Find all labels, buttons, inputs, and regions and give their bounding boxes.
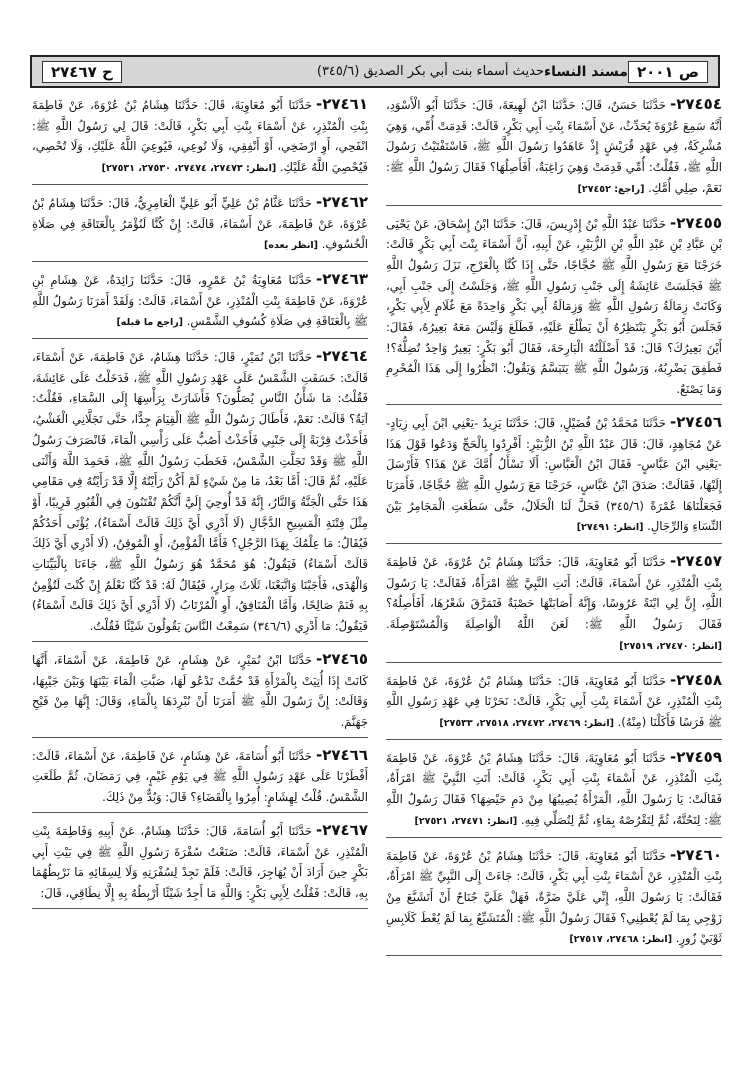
page-number: ص ٢٠٠١ (628, 61, 708, 83)
hadith-number: ٢٧٤٦٤- (315, 347, 368, 366)
hadith-range: ح ٢٧٤٦٧ (42, 61, 122, 83)
hadith-text: حَدَّثَنَا أَبُو أُسَامَةَ، عَنْ هِشَامٍ، عَنْ فَاطِمَةَ، عَنْ أَسْمَاءَ، قَالَتْ: أَفْطَرْنَا عَلَى عَهْدِ رَسُولِ اللَّهِ ﷺ فِي يَوْمِ غَيْمٍ، فِي رَمَضَانَ، ثُمَّ طَلَعَتِ الشَّمْسُ. قُلْتُ لِهِشَامٍ: أُمِرُوا بِالْقَضَاءِ؟ قَالَ: وَبُدٌّ مِنْ ذَلِكَ. (32, 748, 368, 805)
hadith-number: ٢٧٤٥٩- (669, 747, 722, 766)
hadith-number: ٢٧٤٦١- (315, 95, 368, 113)
hadith-number: ٢٧٤٦٢- (315, 192, 368, 211)
hadith-text: حَدَّثَنَا ابْنُ نُمَيْرٍ، عَنْ هِشَامٍ، عَنْ فَاطِمَةَ، عَنْ أَسْمَاءَ، أَنَّهَا كَانَتْ إِذَا أُتِيَتْ بِالْمَرْأَةِ قَدْ حُمَّتْ تَدْعُو لَهَا، صَبَّتِ الْمَاءَ بَيْنَهَا وَبَيْنَ جَيْبِهَا، وَقَالَتْ: إِنَّ رَسُولَ اللَّهِ ﷺ أَمَرَنَا أَنْ نُبْرِدَهَا بِالْمَاءِ، وَقَالَ: إِنَّهَا مِنْ فَيْحِ جَهَنَّمَ. (32, 652, 368, 729)
hadith-entry (32, 820, 368, 909)
hadith-entry (32, 745, 368, 813)
hadith-number: ٢٧٤٥٦- (669, 412, 722, 431)
book-title: مسند النساء (543, 63, 628, 80)
hadith-text: حَدَّثَنَا مُحَمَّدُ بْنُ فُضَيْلٍ، قَالَ: حَدَّثَنَا يَزِيدُ -يَعْنِي ابْنَ أَبِي زِيَادٍ- عَنْ مُجَاهِدٍ، قَالَ: قَالَ عَبْدُ اللَّهِ بْنُ الزُّبَيْرِ: أَفْرِدُوا بِالْحَجِّ وَدَعُوا قَوْلَ هَذَا -يَعْنِي ابْنَ عَبَّاسٍ- فَقَالَ ابْنُ الْعَبَّاسِ: أَلَا تَسْأَلُ أُمَّكَ عَنْ هَذَا؟ فَأَرْسَلَ إِلَيْهَا، فَقَالَتْ: صَدَقَ ابْنُ عَبَّاسٍ، خَرَجْنَا مَعَ رَسُولِ اللَّهِ ﷺ حُجَّاجًا، فَأَمَرَنَا فَجَعَلْنَاهَا عُمْرَةً (٣٤٥/٦) فَحَلَّ لَنَا الْحَلَالُ، حَتَّى سَطَعَتِ الْمَجَامِرُ بَيْنَ النِّسَاءِ وَالرِّجَالِ. (386, 415, 722, 534)
hadith-number: ٢٧٤٦٧- (315, 820, 368, 839)
hadith-reference: [انظر: ٢٧٤٧٠، ٢٧٥١٩] (619, 640, 722, 652)
hadith-text: حَدَّثَنَا أَبُو مُعَاوِيَةَ، قَالَ: حَدَّثَنَا هِشَامُ بْنُ عُرْوَةَ، عَنْ فَاطِمَةَ بِنْتِ الْمُنْذِرِ، عَنْ أَسْمَاءَ بِنْتِ أَبِي بَكْرٍ، قَالَتْ: نَحَرْنَا فِي عَهْدِ رَسُولِ اللَّهِ ﷺ فَرَسًا فَأَكَلْنَا (مِنْهُ). (386, 673, 722, 729)
hadith-text: حَدَّثَنَا أَبُو مُعَاوِيَةَ، قَالَ: حَدَّثَنَا هِشَامُ بْنُ عُرْوَةَ، عَنْ فَاطِمَةَ بِنْتِ الْمُنْذِرِ، عَنْ أَسْمَاءَ بِنْتِ أَبِي بَكْرٍ، قَالَتْ: قَالَ لِي رَسُولُ اللَّهِ ﷺ: انْفَحِي، أَوِ ارْضَخِي، أَوْ أَنْفِقِي، وَلَا تُوعِي، فَيُوعِيَ اللَّهُ عَلَيْكِ، وَلَا تُحْصِي، فَيُحْصِيَ اللَّهُ عَلَيْكِ. (32, 98, 368, 175)
hadith-reference: [انظر: ٢٧٤٦٨، ٢٧٥١٧] (569, 934, 673, 946)
hadith-number: ٢٧٤٥٥- (669, 213, 722, 232)
hadith-entry (386, 94, 722, 206)
hadith-text: حَدَّثَنَا عَبْدُ اللَّهِ بْنُ إِدْرِيسَ، قَالَ: حَدَّثَنَا ابْنُ إِسْحَاقَ، عَنْ يَحْيَى بْنِ عَبَّادِ بْنِ عَبْدِ اللَّهِ بْنِ الزُّبَيْرِ، عَنْ أَبِيهِ، أَنَّ أَسْمَاءَ بِنْتَ أَبِي بَكْرٍ قَالَتْ: خَرَجْنَا مَعَ رَسُولِ اللَّهِ ﷺ حُجَّاجًا، حَتَّى إِذَا كُنَّا بِالْعَرْجِ، نَزَلَ رَسُولُ اللَّهِ ﷺ فَجَلَسَتْ عَائِشَةُ إِلَى جَنْبِ رَسُولِ اللَّهِ ﷺ، وَجَلَسْتُ إِلَى جَنْبِ أَبِي، وَكَانَتْ زِمَالَةُ رَسُولِ اللَّهِ ﷺ وَزِمَالَةُ أَبِي بَكْرٍ وَاحِدَةً مَعَ غُلَامٍ لِأَبِي بَكْرٍ، فَجَلَسَ أَبُو بَكْرٍ يَنْتَظِرُهُ أَنْ يَطْلُعَ عَلَيْهِ، فَطَلَعَ وَلَيْسَ مَعَهُ بَعِيرُهُ، فَقَالَ: أَيْنَ بَعِيرُكَ؟ قَالَ: قَدْ أَضْلَلْتُهُ الْبَارِحَةَ، فَقَالَ أَبُو بَكْرٍ: بَعِيرٌ وَاحِدٌ تُضِلُّهُ؟! فَطَفِقَ يَضْرِبُهُ، وَرَسُولُ اللَّهِ ﷺ يَتَبَسَّمُ وَيَقُولُ: انْظُرُوا إِلَى هَذَا الْمُحْرِمِ وَمَا يَصْنَعُ. (386, 216, 722, 397)
page-header (30, 55, 720, 88)
hadith-reference: [انظر: ٢٧٤٧٣، ٢٧٤٧٤، ٢٧٥٣٠، ٢٧٥٣١] (101, 163, 277, 175)
hadith-number: ٢٧٤٦٠- (669, 845, 722, 864)
hadith-text: حَدَّثَنَا أَبُو مُعَاوِيَةَ، قَالَ: حَدَّثَنَا هِشَامُ بْنُ عُرْوَةَ، عَنْ فَاطِمَةَ بِنْتِ الْمُنْذِرِ، عَنْ أَسْمَاءَ بِنْتِ أَبِي بَكْرٍ، قَالَتْ: أَتَتِ النَّبِيَّ ﷺ امْرَأَةٌ، فَقَالَتْ: يَا رَسُولَ اللَّهِ، الْمَرْأَةُ يُصِيبُهَا مِنْ دَمِ حَيْضِهَا؟ فَقَالَ رَسُولُ اللَّهِ ﷺ: لِتَحُتَّهُ، ثُمَّ لِتَقْرُصْهُ بِمَاءٍ، ثُمَّ لِتُصَلِّي فِيهِ. (386, 750, 722, 827)
hadith-entry (32, 269, 368, 339)
hadith-entry (32, 94, 368, 185)
hadith-text: حَدَّثَنَا أَبُو مُعَاوِيَةَ، قَالَ: حَدَّثَنَا هِشَامُ بْنُ عُرْوَةَ، عَنْ فَاطِمَةَ بِنْتِ الْمُنْذِرِ، عَنْ أَسْمَاءَ، قَالَتْ: أَتَتِ النَّبِيَّ ﷺ امْرَأَةٌ، فَقَالَتْ: يَا رَسُولَ اللَّهِ، إِنَّ لِي ابْنَةً عَرُوسًا، وَإِنَّهُ أَصَابَتْهَا حَصْبَةٌ فَتَمَرَّقَ شَعْرُهَا، أَفَأَصِلُهُ؟ فَقَالَ رَسُولُ اللَّهِ ﷺ: لَعَنَ اللَّهُ الْوَاصِلَةَ وَالْمُسْتَوْصِلَةَ. (386, 555, 722, 632)
hadith-entry (386, 845, 722, 957)
left-column (32, 94, 368, 1074)
right-column (386, 94, 722, 1074)
hadith-entry (386, 412, 722, 544)
hadith-number: ٢٧٤٥٨- (669, 670, 722, 689)
hadith-entry (386, 747, 722, 838)
hadith-text: حَدَّثَنَا مُعَاوِيَةُ بْنُ عَمْرٍو، قَالَ: حَدَّثَنَا زَائِدَةُ، عَنْ هِشَامِ بْنِ عُرْوَةَ، عَنْ فَاطِمَةَ بِنْتِ الْمُنْذِرِ، عَنْ أَسْمَاءَ، قَالَتْ: وَلَقَدْ أَمَرَنَا رَسُولُ اللَّهِ ﷺ بِالْعَتَاقَةِ فِي صَلَاةِ كُسُوفِ الشَّمْسِ. (32, 272, 368, 329)
hadith-reference: [انظر بعده] (264, 240, 319, 252)
section-title: حديث أسماء بنت أبي بكر الصديق (٣٤٥/٦) (316, 64, 544, 79)
hadith-entry (386, 551, 722, 663)
hadith-entry (32, 192, 368, 262)
hadith-number: ٢٧٤٥٤- (669, 95, 722, 113)
hadith-entry (32, 649, 368, 738)
hadith-text: حَدَّثَنَا أَبُو مُعَاوِيَةَ، قَالَ: حَدَّثَنَا هِشَامُ بْنُ عُرْوَةَ، عَنْ فَاطِمَةَ بِنْتِ الْمُنْذِرِ، عَنْ أَسْمَاءَ بِنْتِ أَبِي بَكْرٍ، قَالَتْ: جَاءَتْ إِلَى النَّبِيِّ ﷺ امْرَأَةٌ، فَقَالَتْ: يَا رَسُولَ اللَّهِ، إِنِّي عَلَيَّ ضَرَّةٌ، فَهَلْ عَلَيَّ جُنَاحٌ أَنْ أَتَشَبَّعَ مِنْ زَوْجِي بِمَا لَمْ يُعْطِنِي؟ فَقَالَ رَسُولُ اللَّهِ ﷺ: الْمُتَشَبِّعُ بِمَا لَمْ يُعْطَ كَلَابِسِ ثَوْبَيْ زُورٍ. (386, 848, 722, 946)
hadith-number: ٢٧٤٦٣- (315, 269, 368, 288)
hadith-reference: [راجع ما قبله] (116, 317, 184, 329)
text-columns (32, 94, 722, 1074)
hadith-reference: [انظر: ٢٧٤٧١، ٢٧٥٢١] (414, 815, 518, 827)
hadith-entry (32, 346, 368, 642)
hadith-number: ٢٧٤٦٥- (315, 649, 368, 668)
hadith-text: حَدَّثَنَا عَثَّامُ بْنُ عَلِيٍّ أَبُو عَلِيٍّ الْعَامِرِيُّ، قَالَ: حَدَّثَنَا هِشَامُ بْنُ عُرْوَةَ، عَنْ فَاطِمَةَ، عَنْ أَسْمَاءَ، قَالَتْ: إِنْ كُنَّا لَنُؤْمَرُ بِالْعَتَاقَةِ فِي صَلَاةِ الْخُسُوفِ. (32, 195, 368, 252)
hadith-reference: [انظر: ٢٧٤٩١] (576, 522, 644, 534)
hadith-number: ٢٧٤٥٧- (669, 552, 722, 571)
hadith-number: ٢٧٤٦٦- (315, 745, 368, 764)
hadith-text: حَدَّثَنَا ابْنُ نُمَيْرٍ، قَالَ: حَدَّثَنَا هِشَامٌ، عَنْ فَاطِمَةَ، عَنْ أَسْمَاءَ، قَالَتْ: خَسَفَتِ الشَّمْسُ عَلَى عَهْدِ رَسُولِ اللَّهِ ﷺ، فَدَخَلْتُ عَلَى عَائِشَةَ، فَقُلْتُ: مَا شَأْنُ النَّاسِ يُصَلُّونَ؟ فَأَشَارَتْ بِرَأْسِهَا إِلَى السَّمَاءِ، فَقُلْتُ: آيَةٌ؟ قَالَتْ: نَعَمْ، فَأَطَالَ رَسُولُ اللَّهِ ﷺ الْقِيَامَ جِدًّا، حَتَّى تَجَلَّانِي الْغَشْيُ، فَأَخَذْتُ قِرْبَةً إِلَى جَنْبِي فَأَخَذْتُ أَصُبُّ عَلَى رَأْسِي الْمَاءَ، فَانْصَرَفَ رَسُولُ اللَّهِ ﷺ وَقَدْ تَجَلَّتِ الشَّمْسُ، فَخَطَبَ رَسُولُ اللَّهِ ﷺ، فَحَمِدَ اللَّهَ وَأَثْنَى عَلَيْهِ، ثُمَّ قَالَ: أَمَّا بَعْدُ، مَا مِنْ شَيْءٍ لَمْ أَكُنْ رَأَيْتُهُ إِلَّا قَدْ رَأَيْتُهُ فِي مَقَامِي هَذَا حَتَّى الْجَنَّةُ وَالنَّارُ، إِنَّهُ قَدْ أُوحِيَ إِلَيَّ أَنَّكُمْ تُفْتَنُونَ فِي الْقُبُورِ قَرِيبًا، أَوْ مِثْلَ فِتْنَةِ الْمَسِيحِ الدَّجَّالِ (لَا أَدْرِي أَيَّ ذَلِكَ قَالَتْ أَسْمَاءُ)، يُؤْتَى أَحَدُكُمْ فَيُقَالُ: مَا عِلْمُكَ بِهَذَا الرَّجُلِ؟ فَأَمَّا الْمُؤْمِنُ، أَوِ الْمُوقِنُ، (لَا أَدْرِي أَيَّ ذَلِكَ قَالَتْ أَسْمَاءُ) فَيَقُولُ: هُوَ مُحَمَّدٌ هُوَ رَسُولُ اللَّهِ ﷺ، جَاءَنَا بِالْبَيِّنَاتِ وَالْهُدَى، فَأَجَبْنَا وَاتَّبَعْنَا، ثَلَاثَ مِرَارٍ، فَيُقَالُ لَهُ: قَدْ كُنَّا نَعْلَمُ إِنْ كُنْتَ لَتُؤْمِنُ بِهِ فَنَمْ صَالِحًا، وَأَمَّا الْمُنَافِقُ، أَوِ الْمُرْتَابُ (لَا أَدْرِي أَيَّ ذَلِكَ قَالَتْ أَسْمَاءُ) فَيَقُولُ: مَا أَدْرِي (٣٤٦/٦) سَمِعْتُ النَّاسَ يَقُولُونَ شَيْئًا فَقُلْتُ. (32, 350, 368, 634)
hadith-reference: [انظر: ٢٧٤٦٩، ٢٧٤٧٢، ٢٧٥١٨، ٢٧٥٣٣] (439, 717, 614, 729)
hadith-text: حَدَّثَنَا حَسَنٌ، قَالَ: حَدَّثَنَا ابْنُ لَهِيعَةَ، قَالَ: حَدَّثَنَا أَبُو الْأَسْوَدِ، أَنَّهُ سَمِعَ عُرْوَةَ يُحَدِّثُ، عَنْ أَسْمَاءَ بِنْتِ أَبِي بَكْرٍ، قَالَتْ: قَدِمَتْ أُمِّي، وَهِيَ مُشْرِكَةٌ، فِي عَهْدِ قُرَيْشٍ إِذْ عَاهَدُوا رَسُولَ اللَّهِ ﷺ، فَاسْتَفْتَيْتُ رَسُولَ اللَّهِ ﷺ، فَقُلْتُ: أُمِّي قَدِمَتْ وَهِيَ رَاغِبَةٌ، أَفَأَصِلُهَا؟ فَقَالَ رَسُولُ اللَّهِ ﷺ: نَعَمْ، صِلِي أُمَّكِ. (386, 98, 722, 195)
hadith-text: حَدَّثَنَا أَبُو أُسَامَةَ، قَالَ: حَدَّثَنَا هِشَامٌ، عَنْ أَبِيهِ وَفَاطِمَةَ بِنْتِ الْمُنْذِرِ، عَنْ أَسْمَاءَ، قَالَتْ: صَنَعْتُ سُفْرَةَ رَسُولِ اللَّهِ ﷺ فِي بَيْتِ أَبِي بَكْرٍ حِينَ أَرَادَ أَنْ يُهَاجِرَ، قَالَتْ: فَلَمْ نَجِدْ لِسُفْرَتِهِ وَلَا لِسِقَائِهِ مَا نَرْبِطُهُمَا بِهِ، قَالَتْ: فَقُلْتُ لِأَبِي بَكْرٍ: وَاللَّهِ مَا أَجِدُ شَيْئًا أَرْبِطُهُ بِهِ إِلَّا نِطَاقِي، قَالَ: (32, 823, 368, 900)
hadith-reference: [راجع: ٢٧٤٥٢] (577, 183, 645, 195)
hadith-entry (386, 670, 722, 740)
hadith-entry (386, 213, 722, 405)
